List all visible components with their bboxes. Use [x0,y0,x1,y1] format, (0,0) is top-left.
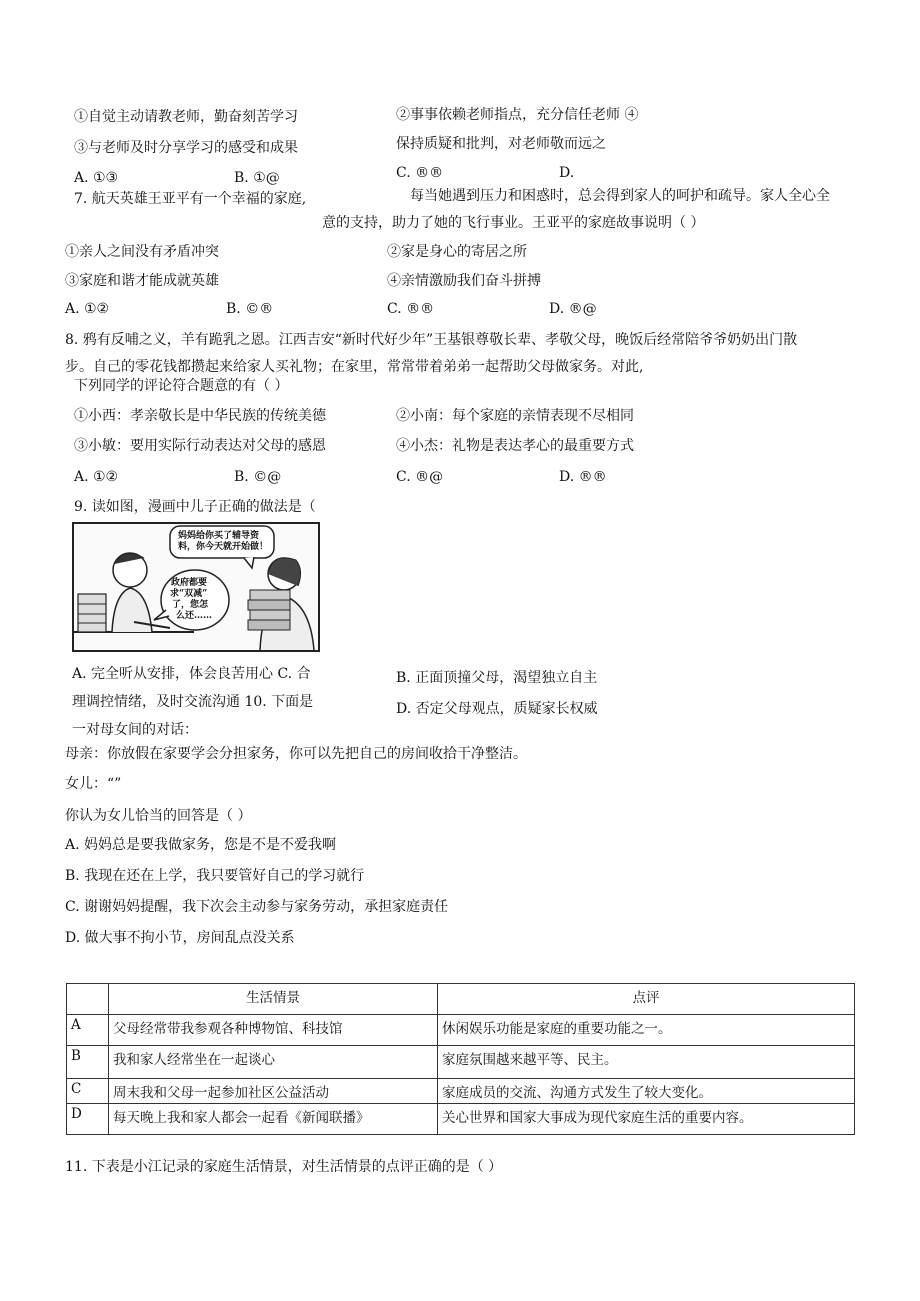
q8-option-3: ③小敏：要用实际行动表达对父母的感恩 [74,438,326,454]
cartoon-bubble-son-line-2: 求“双减” [170,589,208,599]
q8-choice-a: A. ①② [74,469,119,485]
table-row-scene: 我和家人经常坐在一起谈心 [109,1046,438,1079]
cartoon-bubble-mother-text: 妈妈给你买了辅导资料，你今天就开始做！ [178,531,269,552]
q10-intro: 一对母女间的对话： [72,722,198,738]
cartoon-bubble-son-line-3: 了，您怎 [172,600,209,610]
q7-option-2: ②家是身心的寄居之所 [387,244,527,260]
q6-choice-c: C. ®® [396,165,444,181]
table-row-comment: 关心世界和国家大事成为现代家庭生活的重要内容。 [438,1104,855,1135]
q7-choice-b: B. ©® [226,301,274,317]
q7-choice-c: C. ®® [387,301,435,317]
table-row-label: B [67,1046,109,1079]
q6-option-4: 保持质疑和批判，对老师敬而远之 [396,136,606,152]
q9-option-a: A. 完全听从安排，体会良苦用心 C. 合 [72,666,311,682]
table-row-label: A [67,1015,109,1046]
q10-mother-line: 母亲：你放假在家要学会分担家务，你可以先把自己的房间收拾干净整洁。 [65,746,527,762]
table-row-scene: 每天晚上我和家人都会一起看《新闻联播》 [109,1104,438,1135]
q8-choice-b: B. ©@ [234,469,282,485]
q10-option-d: D. 做大事不拘小节，房间乱点没关系 [65,930,295,946]
table-row [67,1079,855,1104]
cartoon-bubble-mother [178,531,270,553]
table-row-label: D [67,1104,109,1135]
table-row [67,1046,855,1079]
table-header-row [67,984,855,1015]
q8-option-2: ②小南：每个家庭的亲情表现不尽相同 [396,408,634,424]
q8-stem-2: 步。自己的零花钱都攒起来给家人买礼物；在家里，常常带着弟弟一起帮助父母做家务。对此, [65,359,644,375]
q10-daughter-line: 女儿：“” [65,776,122,792]
q6-option-1: ①自觉主动请教老师，勤奋刻苦学习 [74,109,298,125]
q8-stem-3: 下列同学的评论符合题意的有（ ） [74,378,289,394]
q8-option-1: ①小西：孝亲敬长是中华民族的传统美德 [74,408,326,424]
q9-option-b: B. 正面顶撞父母，渴望独立自主 [396,670,598,686]
cartoon-bubble-son-line-4: 么还…… [176,611,213,621]
table-row-label: C [67,1079,109,1104]
table-row-scene: 父母经常带我参观各种博物馆、科技馆 [109,1015,438,1046]
q7-option-1: ①亲人之间没有矛盾冲突 [65,244,219,260]
q8-stem-1: 8. 鸦有反哺之义，羊有跪乳之恩。江西吉安“新时代好少年”王基银尊敬长辈、孝敬父母，晚饭后经常陪爷爷奶奶出门散 [65,332,798,348]
q7-stem-3: 意的支持，助力了她的飞行事业。王亚平的家庭故事说明（ ） [322,215,705,231]
table-row-comment: 家庭成员的交流、沟通方式发生了较大变化。 [438,1079,855,1104]
q6-option-3: ③与老师及时分享学习的感受和成果 [74,140,298,156]
table-header-scene: 生活情景 [109,984,438,1015]
life-scene-table [66,983,855,1135]
q10-option-c: C. 谢谢妈妈提醒，我下次会主动参与家务劳动，承担家庭责任 [65,899,449,915]
table-row [67,1104,855,1135]
q9-option-c: 理调控情绪，及时交流沟通 10. 下面是 [72,694,314,710]
table-row-scene: 周末我和父母一起参加社区公益活动 [109,1079,438,1104]
q9-option-d: D. 否定父母观点，质疑家长权威 [396,701,598,717]
q6-choice-d: D. [559,165,575,181]
table-header-comment: 点评 [438,984,855,1015]
table-row [67,1015,855,1046]
q10-question: 你认为女儿恰当的回答是（ ） [65,808,252,824]
table-header-blank [67,984,109,1015]
cartoon-image [72,522,320,652]
q7-option-3: ③家庭和谐才能成就英雄 [65,273,219,289]
q8-choice-d: D. ®® [559,469,607,485]
q8-option-4: ④小杰：礼物是表达孝心的最重要方式 [396,438,634,454]
table-row-comment: 家庭氛围越来越平等、民主。 [438,1046,855,1079]
q10-option-a: A. 妈妈总是要我做家务，您是不是不爱我啊 [65,837,337,853]
q7-stem-1: 7. 航天英雄王亚平有一个幸福的家庭, [74,191,307,207]
q7-option-4: ④亲情激励我们奋斗拼搏 [387,273,541,289]
q11-stem: 11. 下表是小江记录的家庭生活情景，对生活情景的点评正确的是（ ） [65,1159,503,1175]
q6-option-2: ②事事依赖老师指点，充分信任老师 ④ [396,107,639,123]
q10-option-b: B. 我现在还在上学，我只要管好自己的学习就行 [65,868,365,884]
q7-choice-d: D. ®@ [549,301,597,317]
cartoon-bubble-son-line-1: 政府都要 [171,578,208,588]
q6-choice-a: A. ①③ [74,170,119,186]
table-row-comment: 休闲娱乐功能是家庭的重要功能之一。 [438,1015,855,1046]
q7-choice-a: A. ①② [65,301,110,317]
q9-stem: 9. 读如图，漫画中儿子正确的做法是（ [74,499,316,515]
q8-choice-c: C. ®@ [396,469,444,485]
q7-stem-2: 每当她遇到压力和困惑时，总会得到家人的呵护和疏导。家人全心全 [410,188,830,204]
q6-choice-b: B. ①@ [234,170,280,186]
